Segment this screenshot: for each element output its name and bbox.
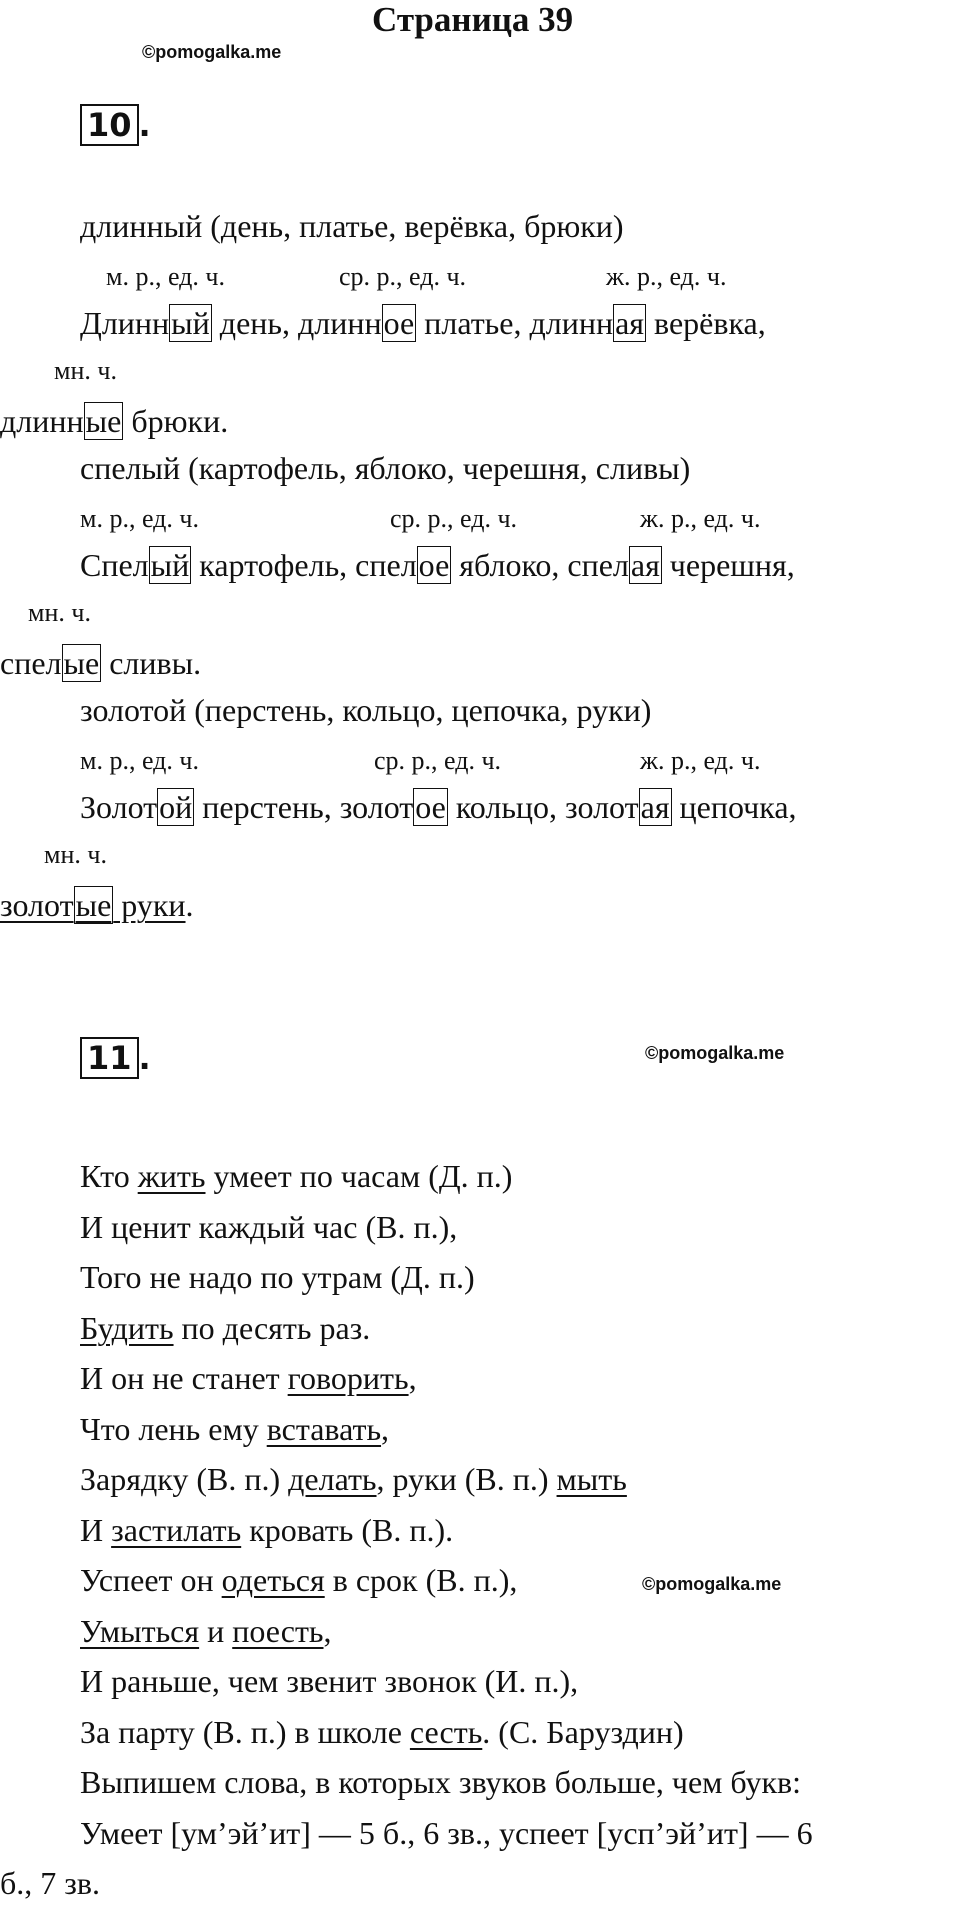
underlined-verb: говорить bbox=[287, 1360, 409, 1396]
grammar-label: ж. р., ед. ч. bbox=[606, 262, 727, 291]
text-segment: по десять раз. bbox=[173, 1309, 371, 1346]
poem-line bbox=[80, 1410, 390, 1447]
poem-line bbox=[80, 1261, 475, 1293]
underlined-verb: мыть bbox=[556, 1461, 627, 1497]
poem-line bbox=[80, 1463, 627, 1495]
word-stem: длинн bbox=[529, 305, 614, 341]
poem-line bbox=[80, 1564, 517, 1596]
word-stem: Золот bbox=[80, 789, 158, 825]
ending-box: ые bbox=[75, 887, 112, 923]
word-rest: верёвка, bbox=[646, 305, 766, 341]
ending-box: ое bbox=[415, 789, 446, 825]
phrase-line bbox=[80, 549, 795, 581]
poem-line bbox=[80, 1160, 512, 1192]
word-rest: кольцо, bbox=[447, 789, 566, 825]
poem-line bbox=[80, 1362, 417, 1394]
word-rest: день, bbox=[211, 305, 298, 341]
plural-label: мн. ч. bbox=[54, 356, 117, 385]
text-segment: умеет по часам (Д. п.) bbox=[205, 1158, 513, 1194]
underlined-verb: сесть bbox=[409, 1713, 483, 1750]
text-segment: И раньше, чем звенит звонок (И. п.), bbox=[80, 1663, 579, 1699]
word-rest: сливы. bbox=[101, 645, 202, 681]
underlined-verb: жить bbox=[137, 1158, 206, 1194]
poem-line bbox=[80, 1511, 454, 1548]
phrase-line bbox=[80, 307, 766, 339]
text-segment: Кто bbox=[80, 1158, 138, 1194]
word-stem: спел bbox=[567, 547, 629, 583]
grammar-label: м. р., ед. ч. bbox=[106, 262, 225, 291]
underlined-verb: вставать bbox=[266, 1410, 382, 1447]
text-segment: И bbox=[80, 1511, 112, 1548]
ending-box: ая bbox=[615, 305, 645, 341]
word-stem: длинн bbox=[0, 403, 84, 439]
text-segment: , bbox=[381, 1410, 390, 1447]
underlined-verb: одеться bbox=[221, 1562, 325, 1598]
plural-label: мн. ч. bbox=[44, 840, 107, 869]
text-segment: и bbox=[199, 1612, 233, 1649]
ending-box: ое bbox=[383, 305, 415, 341]
word-stem: спел bbox=[0, 645, 62, 681]
poem-line bbox=[80, 1309, 371, 1346]
grammar-label: ж. р., ед. ч. bbox=[640, 504, 761, 533]
exercise-number-10: 10 . bbox=[76, 104, 155, 146]
grammar-label: ср. р., ед. ч. bbox=[339, 262, 467, 291]
exercise-number-box: 11 bbox=[80, 1037, 139, 1079]
word-rest: перстень, bbox=[194, 789, 340, 825]
underlined-verb: делать bbox=[288, 1461, 377, 1497]
grammar-label: ср. р., ед. ч. bbox=[374, 746, 502, 775]
poem-line bbox=[80, 1612, 332, 1649]
word-punct: . bbox=[185, 887, 194, 923]
page-title: Страница 39 bbox=[372, 0, 574, 39]
word-rest: картофель, bbox=[191, 547, 356, 583]
ending-box: ое bbox=[418, 547, 450, 583]
text-segment: Что лень ему bbox=[80, 1410, 267, 1447]
word-rest: цепочка, bbox=[671, 789, 797, 825]
word-stem: золот bbox=[565, 789, 639, 825]
word-stem: золот bbox=[339, 789, 414, 825]
word-stem: спел bbox=[355, 547, 417, 583]
text-segment: , руки (В. п.) bbox=[376, 1461, 557, 1497]
watermark-3: ©pomogalka.me bbox=[642, 1574, 782, 1594]
ending-box: ый bbox=[171, 305, 210, 341]
word-rest: брюки. bbox=[123, 403, 229, 439]
plural-line bbox=[0, 889, 194, 921]
exercise-number-11: 11 . bbox=[76, 1037, 155, 1079]
text-segment: И ценит каждый час (В. п.), bbox=[80, 1208, 458, 1245]
ending-box: ые bbox=[63, 645, 100, 681]
underlined-verb: Будить bbox=[80, 1309, 174, 1346]
text-segment: . (С. Баруздин) bbox=[482, 1713, 684, 1750]
word-rest: платье, bbox=[416, 305, 530, 341]
word-stem: Длинн bbox=[80, 305, 170, 341]
text-segment: Зарядку (В. п.) bbox=[80, 1461, 289, 1497]
poem-line bbox=[80, 1665, 578, 1697]
text-segment: , bbox=[408, 1360, 417, 1396]
plural-line bbox=[0, 647, 201, 679]
word-stem: золот bbox=[0, 887, 74, 923]
final-line: б., 7 зв. bbox=[0, 1865, 101, 1901]
text-segment: Того не надо по утрам (Д. п.) bbox=[80, 1259, 475, 1295]
poem-line bbox=[80, 1766, 801, 1798]
underlined-verb: застилать bbox=[111, 1511, 242, 1548]
grammar-label: ср. р., ед. ч. bbox=[390, 504, 518, 533]
plural-line bbox=[0, 405, 228, 437]
grammar-label: ж. р., ед. ч. bbox=[640, 746, 761, 775]
poem-line bbox=[80, 1814, 813, 1851]
word-stem: длинн bbox=[298, 305, 382, 341]
ending-box: ые bbox=[85, 403, 122, 439]
headword-line: спелый (картофель, яблоко, черешня, сливы) bbox=[80, 450, 691, 486]
plural-label: мн. ч. bbox=[28, 598, 91, 627]
text-segment: кровать (В. п.). bbox=[241, 1511, 454, 1548]
word-rest: яблоко, bbox=[451, 547, 568, 583]
ending-box: ый bbox=[150, 547, 190, 583]
text-segment: Умеет [ум’эй’ит] — 5 б., 6 зв., успеет [усп’эй’ит] — 6 bbox=[80, 1814, 813, 1851]
word-rest: черешня, bbox=[661, 547, 795, 583]
ending-box: ая bbox=[630, 547, 660, 583]
word-rest: руки bbox=[113, 887, 186, 923]
ending-box: ая bbox=[640, 789, 670, 825]
headword-line: длинный (день, платье, верёвка, брюки) bbox=[80, 208, 624, 244]
text-segment: , bbox=[323, 1612, 332, 1649]
grammar-label: м. р., ед. ч. bbox=[80, 746, 199, 775]
headword-line: золотой (перстень, кольцо, цепочка, руки) bbox=[80, 692, 652, 728]
watermark-2: ©pomogalka.me bbox=[645, 1043, 785, 1063]
ending-box: ой bbox=[159, 789, 193, 825]
text-segment: Успеет он bbox=[80, 1562, 222, 1598]
underlined-verb: поесть bbox=[232, 1612, 324, 1649]
underlined-verb: Умыться bbox=[80, 1612, 200, 1649]
word-stem: Спел bbox=[80, 547, 149, 583]
phrase-line bbox=[80, 791, 797, 823]
watermark: ©pomogalka.me bbox=[142, 42, 282, 62]
grammar-label: м. р., ед. ч. bbox=[80, 504, 199, 533]
text-segment: И он не станет bbox=[80, 1360, 288, 1396]
text-segment: Выпишем слова, в которых звуков больше, чем букв: bbox=[80, 1764, 802, 1800]
text-segment: в срок (В. п.), bbox=[324, 1562, 518, 1598]
poem-line bbox=[80, 1713, 684, 1750]
poem-line bbox=[80, 1208, 458, 1245]
text-segment: За парту (В. п.) в школе bbox=[80, 1713, 410, 1750]
exercise-number-box: 10 bbox=[80, 104, 139, 146]
